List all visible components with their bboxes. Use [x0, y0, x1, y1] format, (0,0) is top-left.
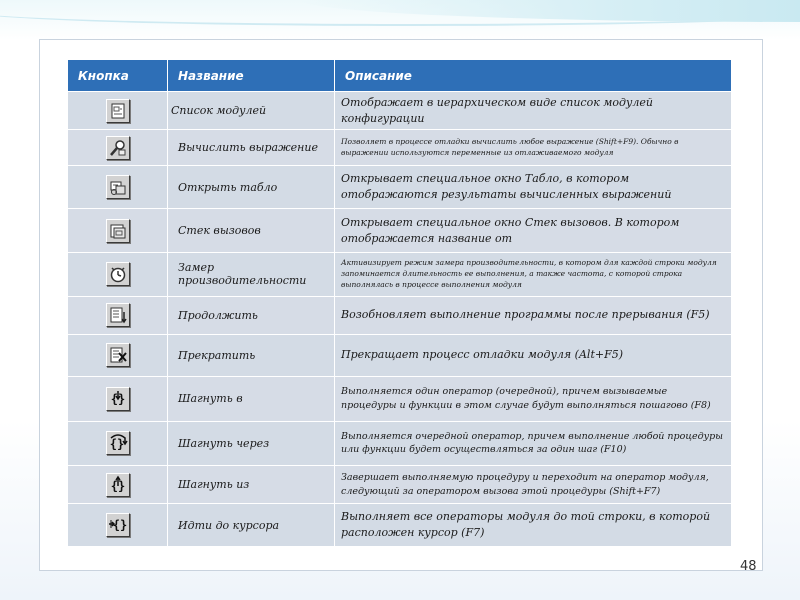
call-stack-icon: [106, 219, 130, 243]
button-name: Шагнуть в: [168, 377, 335, 421]
header-description: Описание: [335, 60, 732, 92]
button-description: Открывает специальное окно Табло, в котором отображаются результаты вычисленных выражений: [335, 165, 732, 208]
button-name: Стек вызовов: [168, 209, 335, 252]
table-row: [68, 165, 732, 208]
button-name: Прекратить: [168, 334, 335, 376]
button-description: Завершает выполняемую процедуру и переходит на оператор модуля, следующий за оператором вызова этой процедуры (Shift+F7): [335, 466, 732, 504]
table-header-row: [68, 60, 732, 92]
run-to-cursor-icon: [106, 513, 130, 537]
step-over-icon: [106, 431, 130, 455]
table-row: [68, 421, 732, 465]
button-name: Продолжить: [168, 297, 335, 334]
header-button: Кнопка: [68, 60, 168, 92]
svg-text:{}: {}: [109, 437, 124, 452]
table-row: [68, 92, 732, 130]
button-name: Идти до курсора: [168, 504, 335, 547]
button-name: Шагнуть из: [168, 466, 335, 504]
page-number: 48: [740, 559, 757, 574]
button-description: Возобновляет выполнение программы после прерывания (F5): [335, 297, 732, 334]
button-description: Открывает специальное окно Стек вызовов. В котором отображается название от: [335, 209, 732, 252]
header-name: Название: [168, 60, 335, 92]
button-description: Активизирует режим замера производительности, в котором для каждой строки модуля запоминается длительность ее выполнения, а также частота, с которой строка выполнялась в процессе выполнения модуля: [335, 252, 732, 296]
step-out-icon: [106, 473, 130, 497]
debug-buttons-table: [67, 59, 732, 547]
button-description: Прекращает процесс отладки модуля (Alt+F5): [335, 334, 732, 376]
button-name: Замер производительности: [168, 252, 335, 296]
button-name: Вычислить выражение: [168, 130, 335, 165]
module-list-icon: [106, 99, 130, 123]
svg-text:{}: {}: [110, 478, 125, 493]
button-description: Отображает в иерархическом виде список модулей конфигурации: [335, 92, 732, 130]
calculate-expression-icon: [106, 136, 130, 160]
step-into-icon: [106, 387, 130, 411]
svg-text:{}: {}: [112, 518, 127, 533]
table-row: [68, 377, 732, 421]
table-row: [68, 130, 732, 165]
table-row: [68, 504, 732, 547]
button-description: Выполняется один оператор (очередной), причем вызываемые процедуры и функции в этом случае будут выполняться пошагово (F8): [335, 377, 732, 421]
button-description: Выполняет все операторы модуля до той строки, в которой расположен курсор (F7): [335, 504, 732, 547]
stop-debug-icon: [106, 343, 130, 367]
button-name: Шагнуть через: [168, 421, 335, 465]
table-row: [68, 209, 732, 252]
slide-top-band: [0, 0, 800, 40]
table-row: [68, 252, 732, 296]
svg-text:{}: {}: [110, 391, 125, 406]
performance-timer-icon: [106, 262, 130, 286]
table-row: [68, 297, 732, 334]
open-board-icon: [106, 175, 130, 199]
button-description: Позволяет в процессе отладки вычислить любое выражение (Shift+F9). Обычно в выражении используются переменные из отлаживаемого модуля: [335, 130, 732, 165]
button-name: Открыть табло: [168, 165, 335, 208]
table-row: [68, 466, 732, 504]
button-description: Выполняется очередной оператор, причем выполнение любой процедуры или функции будет осуществляться за один шаг (F10): [335, 421, 732, 465]
button-name: Список модулей: [168, 92, 335, 130]
table-row: [68, 334, 732, 376]
continue-icon: [106, 303, 130, 327]
